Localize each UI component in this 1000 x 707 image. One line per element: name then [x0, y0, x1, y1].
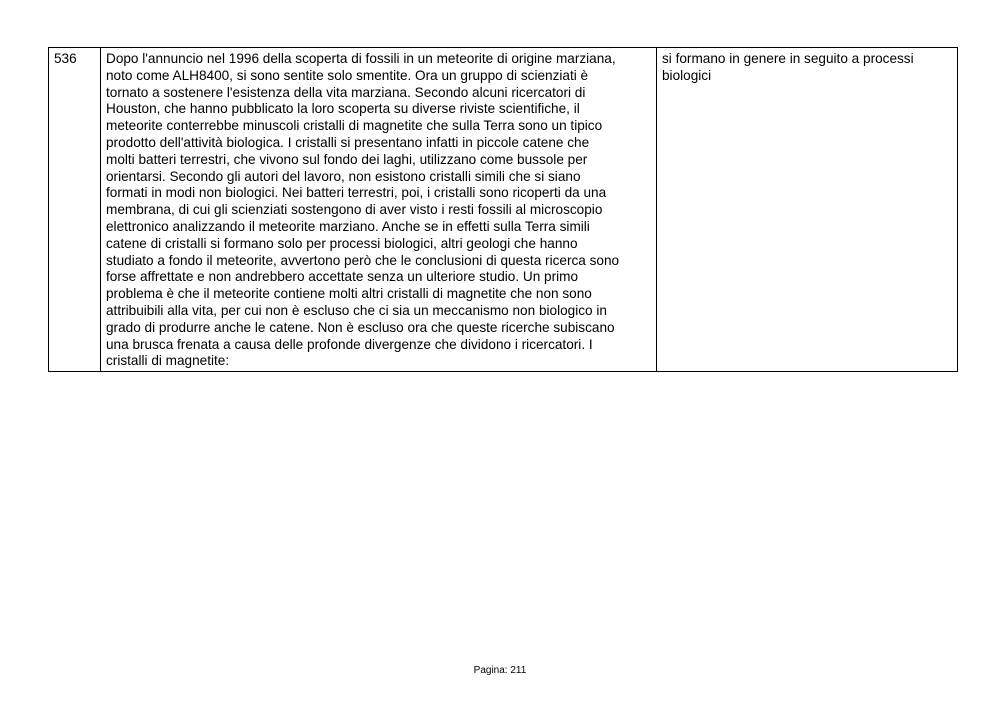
- answer-text-cell: [657, 48, 958, 372]
- question-number-cell: [49, 48, 101, 372]
- question-number: 536: [54, 51, 77, 66]
- table-row: [49, 48, 958, 372]
- page-footer: [0, 665, 1000, 677]
- answer-text: si formano in genere in seguito a processi biologici: [662, 51, 914, 83]
- question-table: [48, 47, 958, 372]
- page-number: Pagina: 211: [473, 665, 527, 676]
- question-text: Dopo l'annuncio nel 1996 della scoperta di fossili in un meteorite di origine marziana, noto come ALH8400, si sono sentite solo smentite. Ora un gruppo di scienziati è tornato a sostenere l'esistenza della vita marziana. Secondo alcuni ricercatori di Houston, che hanno pubblicato la loro scoperta su diverse riviste scientifiche, il meteorite conterrebbe minuscoli cristalli di magnetite che sulla Terra sono un tipico prodotto dell'attività biologica. I cristalli si presentano infatti in piccole catene che molti batteri terrestri, che vivono sul fondo dei laghi, utilizzano come bussole per orientarsi. Secondo gli autori del lavoro, non esistono cristalli simili che si siano formati in modi non biologici. Nei batteri terrestri, poi, i cristalli sono ricoperti da una membrana, di cui gli scienziati sostengono di aver visto i resti fossili al microscopio elettronico analizzando il meteorite marziano. Anche se in effetti sulla Terra simili catene di cristalli si formano solo per processi biologici, altri geologi che hanno studiato a fondo il meteorite, avvertono però che le conclusioni di questa ricerca sono forse affrettate e non andrebbero accettate senza un ulteriore studio. Un primo problema è che il meteorite contiene molti altri cristalli di magnetite che non sono attribuibili alla vita, per cui non è escluso che ci sia un meccanismo non biologico in grado di produrre anche le catene. Non è escluso ora che queste ricerche subiscano una brusca frenata a causa delle profonde divergenze che dividono i ricercatori. I cristalli di magnetite:: [106, 51, 620, 369]
- question-text-cell: [101, 48, 657, 372]
